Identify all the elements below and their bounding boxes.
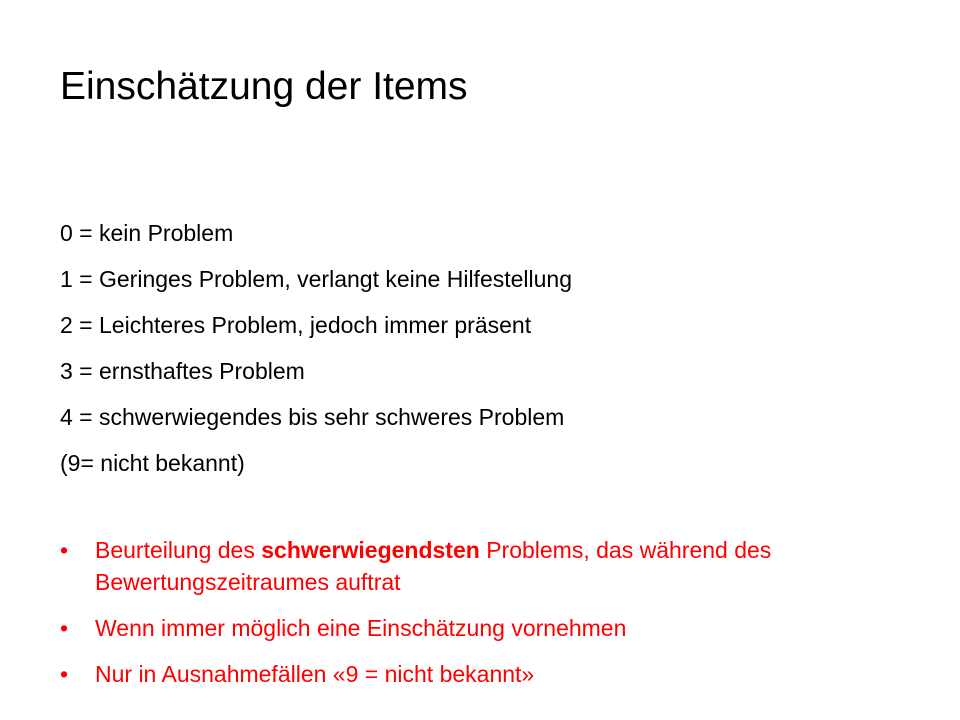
scale-item-1: 1 = Geringes Problem, verlangt keine Hilfestellung [60,266,573,292]
bullet-dot-icon: • [60,537,69,563]
bullet-text: Wenn immer möglich eine Einschätzung vornehmen [95,615,627,641]
slide-title: Einschätzung der Items [60,65,468,108]
bullet-dot-icon: • [60,615,69,641]
bullet-dot-icon: • [60,661,69,687]
bullet-item-exceptions [60,658,920,690]
scale-item-0: 0 = kein Problem [60,220,234,246]
instruction-bullet-list [60,534,920,704]
scale-item-3: 3 = ernsthaftes Problem [60,358,305,384]
bullet-text-pre: Beurteilung des [95,537,262,563]
bullet-item-assessment [60,534,920,598]
bullet-text-post: Problems, das während des Bewertungszeitraumes auftrat [95,537,772,595]
bullet-text: Nur in Ausnahmefällen «9 = nicht bekannt» [95,661,535,687]
scale-item-4: 4 = schwerwiegendes bis sehr schweres Problem [60,404,565,430]
scale-item-9: (9= nicht bekannt) [60,450,245,476]
rating-scale-list [60,210,900,486]
bullet-text-bold: schwerwiegendsten [261,537,480,563]
bullet-item-always-assess [60,612,920,644]
scale-item-2: 2 = Leichteres Problem, jedoch immer präsent [60,312,532,338]
